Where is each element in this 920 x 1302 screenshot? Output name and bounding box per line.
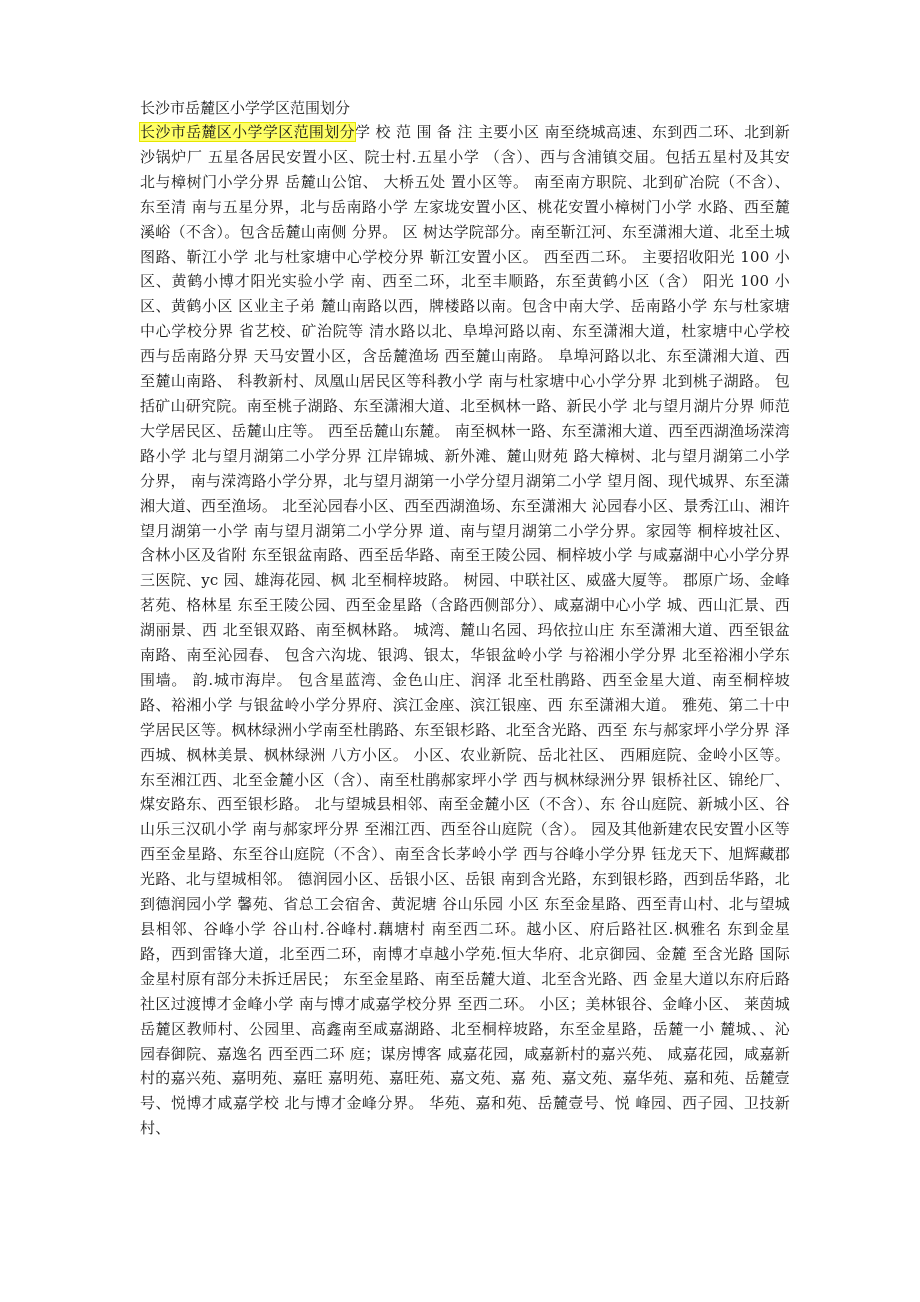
document-body <box>140 120 790 1141</box>
document-page <box>140 96 790 1141</box>
document-title: 长沙市岳麓区小学学区范围划分 <box>140 99 351 117</box>
body-text: 学 校 范 围 备 注 主要小区 南至绕城高速、东到西二环、北到新沙锅炉厂 五星各居民安置小区、院士村.五星小学 （含）、西与含浦镇交届。包括五星村及其安 北与樟树门小学分界 岳麓山公馆、 大桥五处 置小区等。 南至南方职院、北到矿冶院（不含）、东至清 南与五星分界，北与岳南路小学 左家垅安置小区、桃花安置小樟树门小学 水路、西至麓溪峪（不含）。包含岳麓山南侧 分界。 区 树达学院部分。南至靳江河、东至潇湘大道、北至土城图路、靳江小学 北与杜家塘中心学校分界 靳江安置小区。 西至西二环。 主要招收阳光 100 小区、黄鹤小博才阳光实验小学 南、西至二环，北至丰顺路，东至黄鹤小区（含） 阳光 100 小区、黄鹤小区 区业主子弟 麓山南路以西，牌楼路以南。包含中南大学、岳南路小学 东与杜家塘中心学校分界 省艺校、矿治院等 清水路以北、阜埠河路以南、东至潇湘大道，杜家塘中心学校 西与岳南路分界 天马安置小区，含岳麓渔场 西至麓山南路。 阜埠河路以北、东至潇湘大道、西至麓山南路、 科教新村、凤凰山居民区等科教小学 南与杜家塘中心小学分界 北到桃子湖路。 包括矿山研究院。南至桃子湖路、东至潇湘大道、北至枫林一路、新民小学 北与望月湖片分界 师范大学居民区、岳麓山庄等。 西至岳麓山东麓。 南至枫林一路、东至潇湘大道、西至西湖渔场溁湾路小学 北与望月湖第二小学分界 江岸锦城、新外滩、麓山财苑 路大樟树、北与望月湖第二小学分界， 南与溁湾路小学分界，北与望月湖第一小学分望月湖第二小学 望月阁、现代城界、东至潇湘大道、西至渔场。 北至沁园春小区、西至西湖渔场、东至潇湘大 沁园春小区、景秀江山、湘许望月湖第一小学 南与望月湖第二小学分界 道、南与望月湖第二小学分界。家园等 桐梓坡社区、含林小区及省附 东至银盆南路、西至岳华路、南至王陵公园、桐梓坡小学 与咸嘉湖中心小学分界 三医院、yc 园、雄海花园、枫 北至桐梓坡路。 树园、中联社区、威盛大厦等。 郡原广场、金峰茗苑、格林星 东至王陵公园、西至金星路（含路西侧部分）、咸嘉湖中心小学 城、西山汇景、西湖丽景、西 北至银双路、南至枫林路。 城湾、麓山名园、玛依拉山庄 东至潇湘大道、西至银盆南路、南至沁园春、 包含六沟垅、银鸿、银太，华银盆岭小学 与裕湘小学分界 北至裕湘小学东围墙。 韵.城市海岸。 包含星蓝湾、金色山庄、润泽 北至杜鹃路、西至金星大道、南至桐梓坡路、裕湘小学 与银盆岭小学分界府、滨江金座、滨江银座、西 东至潇湘大道。 雅苑、第二十中学居民区等。枫林绿洲小学南至杜鹃路、东至银杉路、北至含光路、西至 东与郝家坪小学分界 泽西城、枫林美景、枫林绿洲 八方小区。 小区、农业新院、岳北社区、 西厢庭院、金岭小区等。 东至湘江西、北至金麓小区（含）、南至杜鹃郝家坪小学 西与枫林绿洲分界 银桥社区、锦纶厂、煤安路东、西至银杉路。 北与望城县相邻、南至金麓小区（不含）、东 谷山庭院、新城小区、谷山乐三汉矶小学 南与郝家坪分界 至湘江西、西至谷山庭院（含）。 园及其他新建农民安置小区等 西至金星路、东至谷山庭院（不含）、南至含长茅岭小学 西与谷峰小学分界 钰龙天下、旭辉藏郡 光路、北与望城相邻。 德润园小区、岳银小区、岳银 南到含光路，东到银杉路，西到岳华路，北到德润园小学 馨苑、省总工会宿舍、黄泥塘 谷山乐园 小区 东至金星路、西至青山村、北与望城县相邻、谷峰小学 谷山村.谷峰村.藕塘村 南至西二环。越小区、府后路社区.枫雅名 东到金星路，西到雷锋大道，北至西二环，南博才卓越小学苑.恒大华府、北京御园、金麓 至含光路 国际 金星村原有部分未拆迁居民； 东至金星路、南至岳麓大道、北至含光路、西 金星大道以东府后路社区过渡博才金峰小学 南与博才咸嘉学校分界 至西二环。 小区；美林银谷、金峰小区、 莱茵城 岳麓区教师村、公园里、高鑫南至咸嘉湖路、北至桐梓坡路，东至金星路，岳麓一小 麓城、、沁园春御院、嘉逸名 西至西二环 庭；谋房博客 咸嘉花园，咸嘉新村的嘉兴苑、 咸嘉花园，咸嘉新村的嘉兴苑、嘉明苑、嘉旺 嘉明苑、嘉旺苑、嘉文苑、嘉 苑、嘉文苑、嘉华苑、嘉和苑、岳麓壹号、悦博才咸嘉学校 北与博才金峰分界。 华苑、嘉和苑、岳麓壹号、悦 峰园、西子园、卫技新村、 <box>140 123 790 1138</box>
highlighted-title: 长沙市岳麓区小学学区范围划分 <box>140 123 355 141</box>
